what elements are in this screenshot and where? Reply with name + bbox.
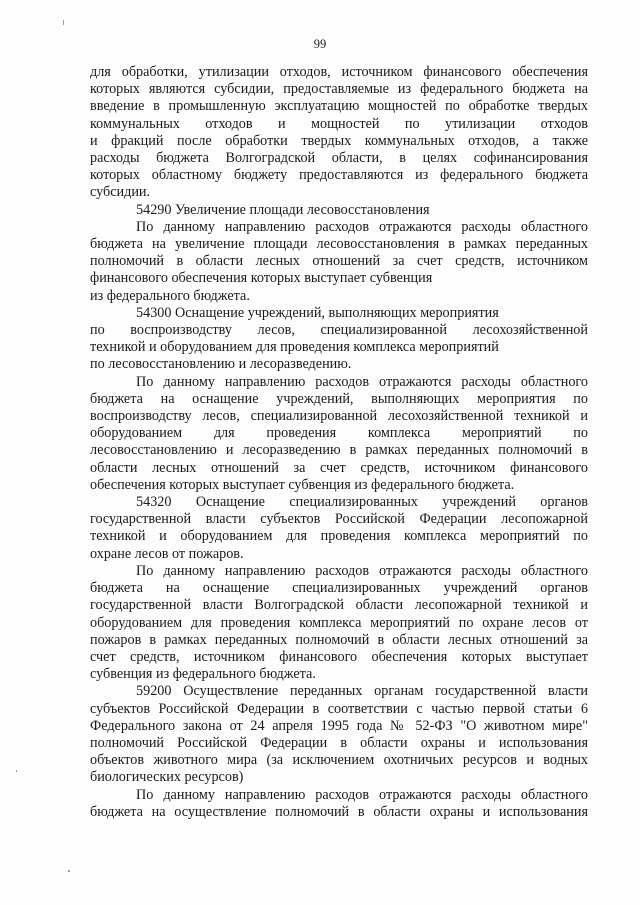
scan-speck — [63, 20, 64, 25]
text-line: По данному направлению расходов отражаются расходы областного — [136, 373, 588, 390]
text-line: которых областному бюджету предоставляются из федерального бюджета — [90, 167, 588, 184]
text-line: 54300 Оснащение учреждений, выполняющих мероприятия — [136, 304, 499, 321]
page-number: 99 — [313, 37, 327, 51]
text-line: введение в промышленную эксплуатацию мощностей по обработке твердых — [90, 98, 588, 115]
text-line: техникой и оборудованием для проведения комплекса мероприятий — [90, 339, 499, 356]
text-line: техникой и оборудованием для проведения комплекса мероприятий по — [90, 528, 588, 545]
text-line: пожаров в рамках переданных полномочий в области лесных отношений за — [90, 631, 588, 648]
text-line: коммунальных отходов и мощностей по утилизации отходов — [90, 115, 588, 132]
text-line: по лесовосстановлению и лесоразведению. — [90, 356, 352, 373]
text-line: области лесных отношений за счет средств, источником финансового — [90, 459, 588, 476]
text-line: и фракций после обработки твердых коммунальных отходов, а также — [90, 132, 588, 149]
text-line: полномочий в области лесных отношений за счет средств, источником — [90, 253, 588, 270]
text-line: бюджета на осуществление полномочий в области охраны и использования — [90, 803, 588, 820]
text-line: субъектов Российской Федерации в соответствии с частью первой статьи 6 — [90, 700, 588, 717]
text-line: по воспроизводству лесов, специализированной лесохозяйственной — [90, 322, 588, 339]
document-body — [90, 64, 588, 821]
text-line: бюджета на оснащение специализированных учреждений органов — [90, 580, 588, 597]
text-line: расходы бюджета Волгоградской области, в целях софинансирования — [90, 150, 588, 167]
text-line: По данному направлению расходов отражаются расходы областного — [136, 786, 588, 803]
text-line: оборудованием для проведения комплекса мероприятий по охране лесов от — [90, 614, 588, 631]
scan-speck — [68, 870, 70, 872]
text-line: биологических ресурсов) — [90, 769, 244, 786]
scan-speck — [16, 770, 17, 772]
text-line: оборудованием для проведения комплекса мероприятий по — [90, 425, 588, 442]
text-line: субвенция из федерального бюджета. — [90, 666, 316, 683]
text-line: бюджета на оснащение учреждений, выполняющих мероприятия по — [90, 390, 588, 407]
text-line: полномочий Российской Федерации в области охраны и использования — [90, 734, 588, 751]
text-line: для обработки, утилизации отходов, источником финансового обеспечения — [90, 64, 588, 80]
text-line: из федерального бюджета. — [90, 287, 250, 304]
text-line: которых являются субсидии, предоставляемые из федерального бюджета на — [90, 81, 588, 98]
text-line: 59200 Осуществление переданных органам государственной власти — [136, 683, 588, 700]
text-line: государственной власти Волгоградской области лесопожарной техникой и — [90, 597, 588, 614]
text-line: государственной власти субъектов Российской Федерации лесопожарной — [90, 511, 588, 528]
text-line: обеспечения которых выступает субвенция из федерального бюджета. — [90, 476, 515, 493]
text-line: воспроизводству лесов, специализированной лесохозяйственной техникой и — [90, 408, 588, 425]
text-line: счет средств, источником финансового обеспечения которых выступает — [90, 648, 588, 665]
text-line: 54320 Оснащение специализированных учреждений органов — [136, 494, 588, 511]
text-line: По данному направлению расходов отражаются расходы областного — [136, 218, 588, 235]
text-line: бюджета на увеличение площади лесовосстановления в рамках переданных — [90, 236, 588, 253]
text-line: субсидии. — [90, 184, 151, 201]
text-line: 54290 Увеличение площади лесовосстановления — [136, 201, 430, 218]
text-line: охране лесов от пожаров. — [90, 545, 244, 562]
text-line: лесовосстановлению и лесоразведению в рамках переданных полномочий в — [90, 442, 588, 459]
text-line: Федерального закона от 24 апреля 1995 года № 52-ФЗ "О животном мире" — [90, 717, 588, 734]
text-line: финансового обеспечения которых выступает субвенция — [90, 270, 433, 287]
text-line: объектов животного мира (за исключением охотничьих ресурсов и водных — [90, 752, 588, 769]
text-line: По данному направлению расходов отражаются расходы областного — [136, 562, 588, 579]
